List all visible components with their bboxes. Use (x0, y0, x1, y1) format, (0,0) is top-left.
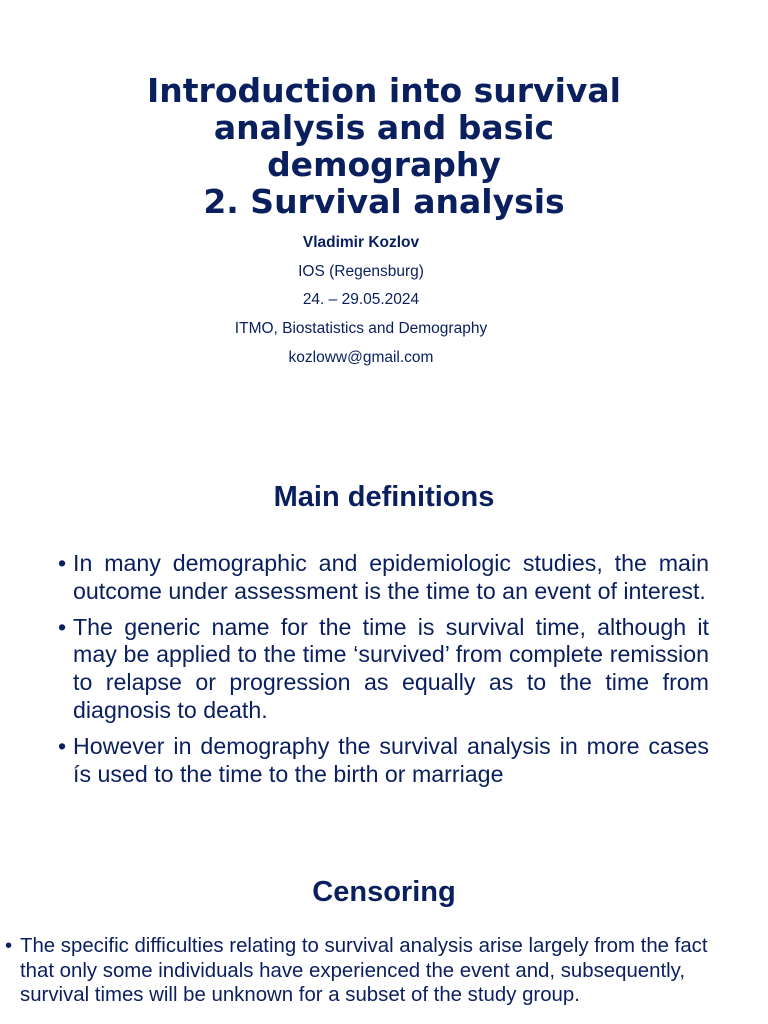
course-name: ITMO, Biostatistics and Demography (234, 320, 488, 338)
list-item (58, 614, 709, 725)
definitions-list (58, 550, 709, 796)
course-dates: 24. – 29.05.2024 (302, 291, 420, 309)
definitions-heading: Main definitions (273, 481, 495, 513)
censoring-slide (0, 860, 768, 1024)
title-line: analysis and basic (213, 108, 555, 147)
bullet-text: However in demography the survival analysis in more cases ís used to the time to the birth or marriage (73, 732, 709, 787)
title-slide (0, 0, 768, 400)
censoring-list (5, 934, 740, 1008)
bullet-text: The specific difficulties relating to survival analysis arise largely from the fact that only some individuals have experienced the event and, subsequently, survival times will be unknown for a subset of the study group. (20, 935, 708, 1006)
author-name: Vladimir Kozlov (302, 234, 420, 251)
definitions-slide (0, 460, 768, 840)
list-item (58, 733, 709, 789)
presentation-title (0, 72, 768, 220)
title-line: demography (267, 145, 501, 184)
title-line: 2. Survival analysis (203, 182, 565, 221)
censoring-heading: Censoring (312, 876, 456, 908)
author-email: kozloww@gmail.com (288, 348, 434, 366)
affiliation: IOS (Regensburg) (298, 262, 424, 280)
bullet-text: In many demographic and epidemiologic studies, the main outcome under assessment is the time to an event of interest. (73, 550, 709, 604)
bullet-icon: • (58, 550, 67, 576)
title-meta (0, 229, 722, 373)
list-item (58, 550, 709, 606)
bullet-icon: • (5, 935, 13, 957)
bullet-icon: • (58, 732, 67, 759)
list-item (5, 934, 740, 1008)
bullet-icon: • (58, 613, 67, 640)
bullet-text: The generic name for the time is survival time, although it may be applied to the time ‘survived’ from complete remission to relapse or progression as equally as to the time from diagnosis to death. (73, 613, 709, 723)
title-line: Introduction into survival (147, 71, 621, 110)
